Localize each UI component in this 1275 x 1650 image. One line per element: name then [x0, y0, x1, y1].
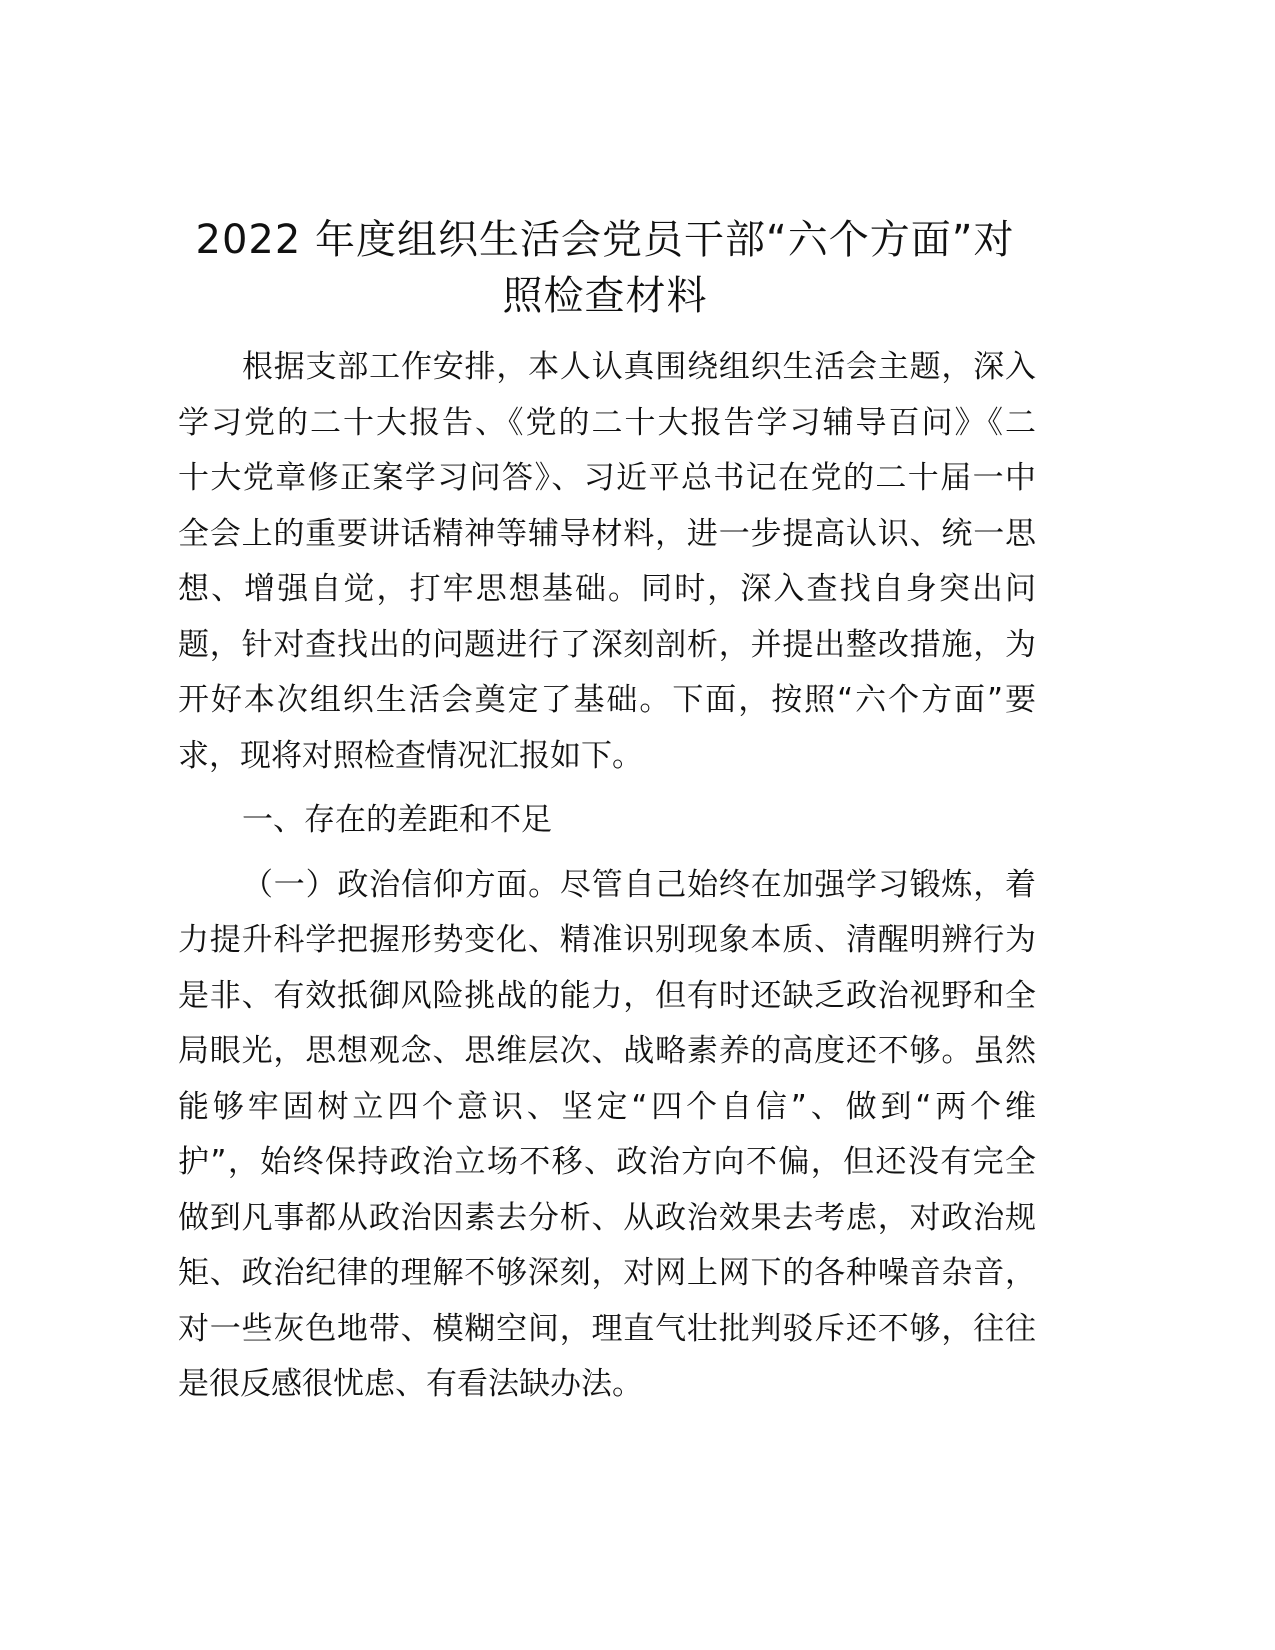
text-line: 开好本次组织生活会奠定了基础。下面，按照“六个方面”要	[178, 682, 1036, 718]
text-line: 矩、政治纪律的理解不够深刻，对网上网下的各种噪音杂音，	[178, 1255, 1036, 1291]
text-line: 根据支部工作安排，本人认真围绕组织生活会主题，深入	[242, 349, 1036, 385]
text-line: 护”，始终保持政治立场不移、政治方向不偏，但还没有完全	[178, 1144, 1036, 1180]
document-body	[178, 340, 1036, 1413]
text-line: 局眼光，思想观念、思维层次、战略素养的高度还不够。虽然	[178, 1033, 1036, 1069]
text-line: 力提升科学把握形势变化、精准识别现象本质、清醒明辨行为	[178, 922, 1036, 958]
text-line: 十大党章修正案学习问答》、习近平总书记在党的二十届一中	[178, 460, 1036, 496]
text-line: 学习党的二十大报告、《党的二十大报告学习辅导百问》《二	[178, 404, 1036, 441]
document-title	[150, 212, 1060, 324]
paragraph-intro	[178, 340, 1036, 784]
title-line-1: 2022 年度组织生活会党员干部“六个方面”对	[195, 217, 1015, 263]
text-line: 全会上的重要讲话精神等辅导材料，进一步提高认识、统一思	[178, 515, 1036, 552]
section-heading: 一、存在的差距和不足	[242, 802, 552, 838]
text-line: 做到凡事都从政治因素去分析、从政治效果去考虑，对政治规	[178, 1199, 1036, 1236]
text-line: 想、增强自觉，打牢思想基础。同时，深入查找自身突出问	[178, 571, 1036, 607]
title-line-2: 照检查材料	[502, 273, 708, 319]
paragraph-political-belief	[178, 858, 1036, 1413]
text-line: （一）政治信仰方面。尽管自己始终在加强学习锻炼，着	[242, 866, 1036, 903]
text-line: 对一些灰色地带、模糊空间，理直气壮批判驳斥还不够，往往	[178, 1310, 1036, 1347]
text-line: 题，针对查找出的问题进行了深刻剖析，并提出整改措施，为	[178, 626, 1036, 663]
text-line: 是很反感很忧虑、有看法缺办法。	[178, 1366, 643, 1402]
text-line: 求，现将对照检查情况汇报如下。	[178, 737, 643, 774]
text-line: 是非、有效抵御风险挑战的能力，但有时还缺乏政治视野和全	[178, 977, 1036, 1014]
text-line: 能够牢固树立四个意识、坚定“四个自信”、做到“两个维	[178, 1088, 1036, 1125]
